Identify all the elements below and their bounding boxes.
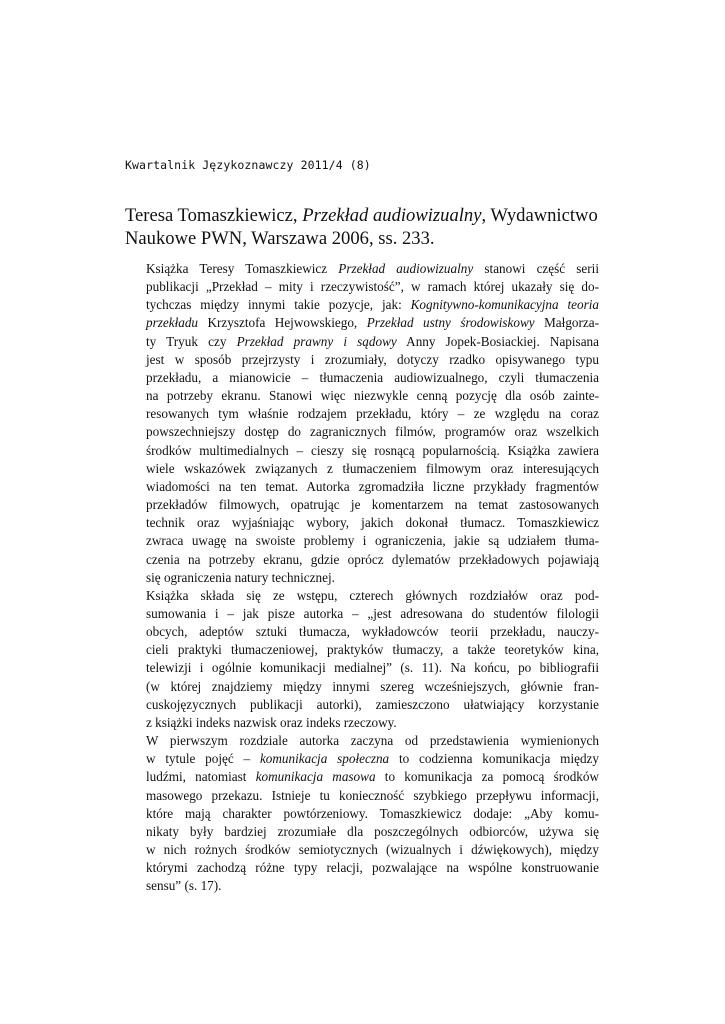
italic-title: przekładu: [146, 315, 199, 331]
paragraph-line: cuskojęzycznych publikacji autorki), zamieszczono ułatwiający korzystanie: [146, 696, 599, 712]
text-span: to codzienna komunikacja między: [389, 751, 600, 767]
title-publisher: , Wydawnictwo: [481, 205, 598, 226]
paragraph-line: nikaty były bardziej zrozumiałe dla poszczególnych odbiorców, używa się: [146, 823, 599, 839]
paragraph-line: [125, 333, 599, 351]
paragraph-line: przekładów filmowych, opatrując je komentarzem na temat zastosowanych: [146, 497, 599, 513]
text-span: Książka Teresy Tomaszkiewicz: [146, 261, 339, 276]
paragraph-line: resowanych tym właśnie rodzajem przekładu, który – ze względu na coraz: [146, 406, 599, 422]
text-span: to komunikacja za pomocą środków: [375, 769, 599, 785]
paragraph-line: środków multimedialnych – cieszy się rosnącą popularnością. Książka zawiera: [146, 442, 599, 458]
paragraph-line: powszechniejszy dostęp do zagranicznych filmów, programów oraz wszelkich: [146, 424, 599, 440]
title-publisher-details: Naukowe PWN, Warszawa 2006, ss. 233.: [125, 228, 435, 249]
review-title: [125, 204, 610, 250]
paragraph-line: masowego przekazu. Istnieje tu konieczność szybkiego przepływu informacji,: [146, 787, 599, 803]
title-book: Przekład audiowizualny: [302, 205, 482, 226]
paragraph-line: (w której znajdziemy między innymi szereg wcześniejszych, głównie fran-: [146, 678, 599, 694]
paragraph-line: które mają charakter powtórzeniowy. Tomaszkiewicz dodaje: „Aby komu-: [146, 805, 599, 821]
paragraph-2: [125, 587, 599, 732]
paragraph-line: sumowania i – jak pisze autorka – „jest adresowana do studentów filologii: [146, 605, 599, 621]
paragraph-1: [125, 260, 599, 587]
paragraph-line: [125, 260, 599, 278]
text-span: Anny Jopek-Bosiackiej. Napisana: [396, 333, 599, 349]
paragraph-line: wiadomości na ten temat. Autorka zgromadziła liczne przykłady fragmentów: [146, 478, 599, 494]
text-span: tychczas między innymi takie pozycje, jak:: [146, 297, 411, 313]
text-span: ludźmi, natomiast: [146, 769, 256, 785]
text-span: ty Tryuk czy: [146, 333, 237, 349]
paragraph-line: na potrzeby ekranu. Stanowi więc niezwykle cenną pozycję dla osób zainte-: [146, 388, 599, 404]
text-span: Krzysztofa Hejwowskiego,: [198, 315, 367, 331]
paragraph-line: zwraca uwagę na swoiste problemy i ograniczenia, jakie są udziałem tłuma-: [146, 533, 599, 549]
paragraph-line: z książki indeks nazwisk oraz indeks rzeczowy.: [146, 714, 397, 730]
paragraph-line: [125, 750, 599, 768]
text-span: stanowi część serii: [473, 261, 599, 276]
paragraph-line: czenia na potrzeby ekranu, gdzie oprócz dylematów przekładowych pojawiają: [146, 551, 599, 567]
paragraph-line: sensu” (s. 17).: [146, 878, 222, 894]
paragraph-line: telewizji i ogólnie komunikacji medialnej” (s. 11). Na końcu, po bibliografii: [146, 660, 599, 676]
paragraph-line: obcych, adeptów sztuki tłumacza, wykładowców teorii przekładu, nauczy-: [146, 624, 599, 640]
paragraph-line: jest w sposób przejrzysty i zrozumiały, dotyczy rzadko opisywanego typu: [146, 351, 599, 367]
italic-title: Przekład prawny i sądowy: [236, 333, 397, 349]
paragraph-line: Książka składa się ze wstępu, czterech głównych rozdziałów oraz pod-: [146, 587, 599, 603]
paragraph-line: się ograniczenia natury technicznej.: [146, 569, 335, 585]
paragraph-line: [125, 296, 599, 314]
paragraph-line: [125, 314, 599, 332]
paragraph-line: W pierwszym rozdziale autorka zaczyna od przedstawienia wymienionych: [146, 733, 599, 749]
italic-term: komunikacja społeczna: [259, 751, 390, 767]
body-text: [125, 260, 599, 895]
paragraph-line: technik oraz wyjaśniając wybory, jakich dokonał tłumacz. Tomaszkiewicz: [146, 515, 599, 531]
italic-title: Kognitywno-komunikacyjna teoria: [410, 297, 599, 313]
title-author: Teresa Tomaszkiewicz,: [125, 205, 298, 226]
paragraph-line: którymi zachodzą różne typy relacji, pozwalające na wspólne konstruowanie: [146, 860, 599, 876]
italic-title: Przekład audiowizualny: [338, 261, 474, 276]
paragraph-3: [125, 732, 599, 895]
paragraph-line: wiele wskazówek związanych z tłumaczeniem filmowym oraz interesujących: [146, 460, 599, 476]
paragraph-line: publikacji „Przekład – mity i rzeczywistość”, w ramach której ukazały się do-: [146, 279, 599, 295]
text-span: w tytule pojęć –: [146, 751, 260, 767]
paragraph-line: cieli praktyki tłumaczeniowej, praktyków tłumaczy, a także teoretyków kina,: [146, 642, 599, 658]
paragraph-line: [125, 768, 599, 786]
text-span: Małgorza-: [534, 315, 600, 331]
italic-term: komunikacja masowa: [255, 769, 376, 785]
paragraph-line: w nich rożnych środków semiotycznych (wizualnych i dźwiękowych), między: [146, 842, 599, 857]
italic-title: Przekład ustny środowiskowy: [366, 315, 535, 331]
paragraph-line: przekładu, a mianowicie – tłumaczenia audiowizualnego, czyli tłumaczenia: [146, 369, 599, 385]
running-head: Kwartalnik Językoznawczy 2011/4 (8): [125, 158, 371, 172]
